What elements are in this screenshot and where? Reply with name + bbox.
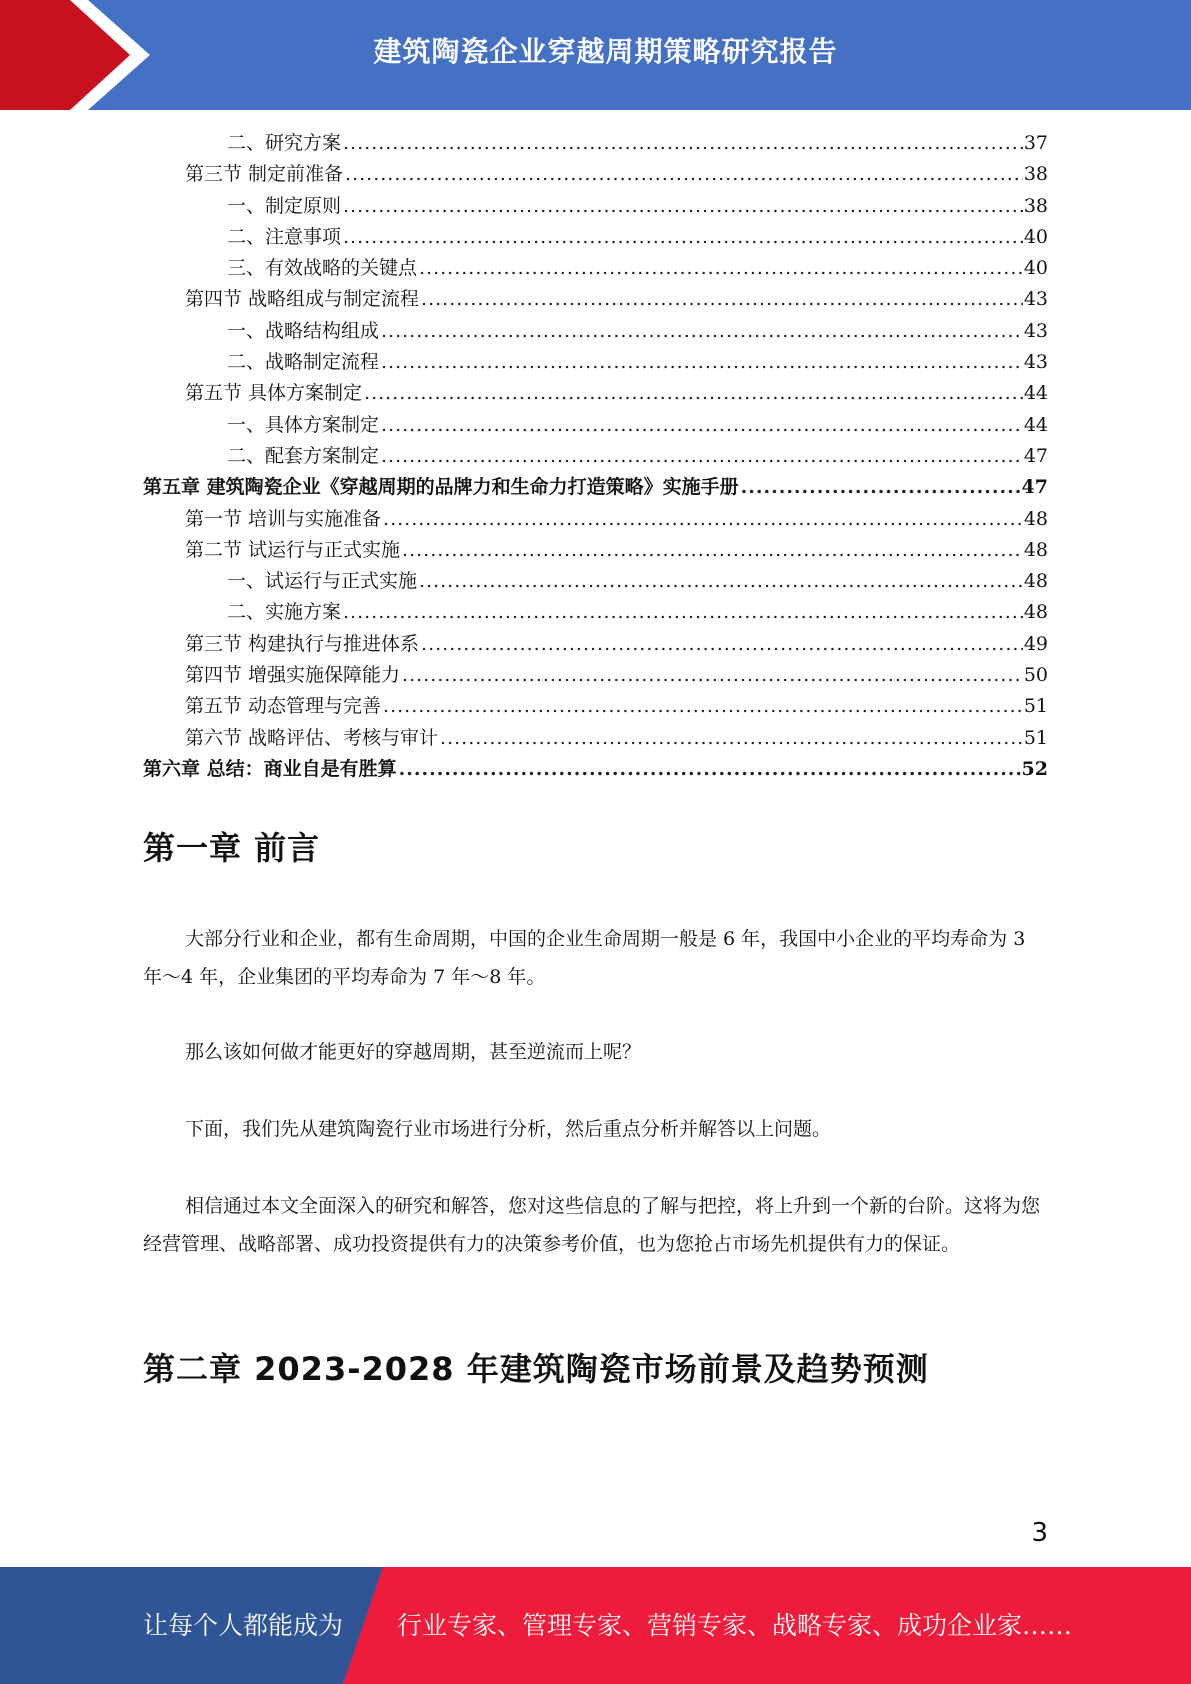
chapter1-paragraph: 那么该如何做才能更好的穿越周期，甚至逆流而上呢？ — [185, 1041, 642, 1063]
toc-entry-page: 48 — [1023, 507, 1048, 530]
toc-entry-title: 二、配套方案制定 — [227, 444, 380, 467]
toc-entry-page: 52 — [1021, 757, 1048, 780]
toc-entry-title: 第六章 总结：商业自是有胜算 — [143, 757, 397, 780]
toc-entry-title: 一、试运行与正式实施 — [227, 570, 418, 593]
toc-entry-page: 50 — [1023, 664, 1048, 687]
header-title: 建筑陶瓷企业穿越周期策略研究报告 — [373, 35, 838, 68]
toc-entry[interactable] — [143, 723, 1048, 754]
toc-entry[interactable] — [143, 660, 1048, 691]
toc-entry[interactable] — [143, 535, 1048, 566]
toc-entry-title: 第五节 动态管理与完善 — [185, 695, 382, 718]
page-number: 3 — [1031, 1518, 1048, 1548]
toc-entry-page: 43 — [1023, 351, 1048, 374]
toc-entry-title: 第三节 制定前准备 — [185, 163, 344, 186]
toc-entry[interactable] — [143, 504, 1048, 535]
chapter1-paragraph: 下面，我们先从建筑陶瓷行业市场进行分析，然后重点分析并解答以上问题。 — [185, 1118, 832, 1140]
toc-dot-leader — [383, 504, 1023, 535]
toc-entry[interactable] — [143, 410, 1048, 441]
chapter1-paragraph: 相信通过本文全面深入的研究和解答，您对这些信息的了解与把控，将上升到一个新的台阶。这将为您经营管理、战略部署、成功投资提供有力的决策参考价值，也为您抢占市场先机提供有力的保证。 — [143, 1195, 1041, 1255]
footer-slogan-right: 行业专家、管理专家、营销专家、战略专家、成功企业家…… — [397, 1611, 1073, 1640]
toc-entry-title: 二、实施方案 — [227, 601, 342, 624]
toc-entry-title: 第四节 增强实施保障能力 — [185, 664, 401, 687]
toc-entry-page: 47 — [1023, 444, 1048, 467]
toc-dot-leader — [364, 378, 1023, 409]
toc-entry-title: 第五节 具体方案制定 — [185, 382, 363, 405]
toc-dot-leader — [741, 472, 1021, 503]
toc-entry-page: 48 — [1023, 538, 1048, 561]
toc-entry-page: 51 — [1023, 695, 1048, 718]
toc-dot-leader — [402, 660, 1023, 691]
toc-dot-leader — [419, 253, 1023, 284]
toc-entry-title: 一、战略结构组成 — [227, 319, 380, 342]
toc-entry-page: 44 — [1023, 413, 1048, 436]
toc-dot-leader — [343, 597, 1023, 628]
toc-entry-title: 第六节 战略评估、考核与审计 — [185, 726, 439, 749]
toc-entry-page: 47 — [1021, 476, 1048, 499]
toc-entry[interactable] — [143, 316, 1048, 347]
toc-entry[interactable] — [143, 566, 1048, 597]
toc-dot-leader — [381, 347, 1023, 378]
toc-entry-page: 40 — [1023, 257, 1048, 280]
toc-dot-leader — [381, 441, 1023, 472]
toc-entry[interactable] — [143, 472, 1048, 503]
chapter2-heading: 第二章 2023-2028 年建筑陶瓷市场前景及趋势预测 — [143, 1350, 929, 1388]
toc-entry-title: 第三节 构建执行与推进体系 — [185, 632, 420, 655]
toc-entry-title: 第二节 试运行与正式实施 — [185, 538, 401, 561]
toc-dot-leader — [421, 284, 1023, 315]
toc-entry[interactable] — [143, 284, 1048, 315]
toc-entry[interactable] — [143, 754, 1048, 785]
toc-entry-page: 43 — [1023, 319, 1048, 342]
toc-dot-leader — [440, 723, 1023, 754]
toc-entry-title: 一、具体方案制定 — [227, 413, 380, 436]
toc-entry-page: 49 — [1023, 632, 1048, 655]
toc-entry[interactable] — [143, 191, 1048, 222]
toc-entry[interactable] — [143, 253, 1048, 284]
footer-slogan-left: 让每个人都能成为 — [143, 1611, 344, 1640]
toc-entry[interactable] — [143, 378, 1048, 409]
toc-entry-page: 43 — [1023, 288, 1048, 311]
toc-entry-title: 第一节 培训与实施准备 — [185, 507, 382, 530]
toc-entry-page: 44 — [1023, 382, 1048, 405]
toc-entry-page: 48 — [1023, 601, 1048, 624]
toc-entry-title: 三、有效战略的关键点 — [227, 257, 418, 280]
toc-entry-title: 第五章 建筑陶瓷企业《穿越周期的品牌力和生命力打造策略》实施手册 — [143, 476, 739, 499]
toc-entry[interactable] — [143, 691, 1048, 722]
toc-entry-title: 第四节 战略组成与制定流程 — [185, 288, 420, 311]
toc-entry-title: 一、制定原则 — [227, 194, 342, 217]
toc-entry-page: 38 — [1023, 194, 1048, 217]
toc-entry[interactable] — [143, 629, 1048, 660]
toc-dot-leader — [343, 128, 1023, 159]
toc-dot-leader — [383, 691, 1023, 722]
table-of-contents — [143, 128, 1048, 785]
toc-entry-page: 37 — [1023, 132, 1048, 154]
footer-band — [0, 1567, 1191, 1684]
toc-dot-leader — [402, 535, 1023, 566]
toc-entry-page: 40 — [1023, 225, 1048, 248]
toc-dot-leader — [343, 222, 1023, 253]
toc-entry-title: 二、注意事项 — [227, 225, 342, 248]
toc-entry[interactable] — [143, 597, 1048, 628]
toc-entry[interactable] — [143, 347, 1048, 378]
chapter1-paragraph: 大部分行业和企业，都有生命周期，中国的企业生命周期一般是 6 年，我国中小企业的平均寿命为 3 年～4 年，企业集团的平均寿命为 7 年～8 年。 — [143, 928, 1026, 988]
toc-dot-leader — [381, 316, 1023, 347]
toc-dot-leader — [421, 629, 1023, 660]
toc-entry-title: 二、战略制定流程 — [227, 351, 380, 374]
chapter1-heading: 第一章 前言 — [143, 829, 321, 867]
toc-entry-page: 51 — [1023, 726, 1048, 749]
toc-entry[interactable] — [143, 128, 1048, 159]
toc-dot-leader — [345, 159, 1023, 190]
toc-entry[interactable] — [143, 159, 1048, 190]
toc-dot-leader — [343, 191, 1023, 222]
toc-entry[interactable] — [143, 441, 1048, 472]
toc-entry-page: 38 — [1023, 163, 1048, 186]
toc-entry-title: 二、研究方案 — [227, 132, 342, 154]
toc-dot-leader — [419, 566, 1023, 597]
header-band — [0, 0, 1191, 110]
toc-entry-page: 48 — [1023, 570, 1048, 593]
toc-dot-leader — [381, 410, 1023, 441]
toc-entry[interactable] — [143, 222, 1048, 253]
toc-dot-leader — [399, 754, 1021, 785]
